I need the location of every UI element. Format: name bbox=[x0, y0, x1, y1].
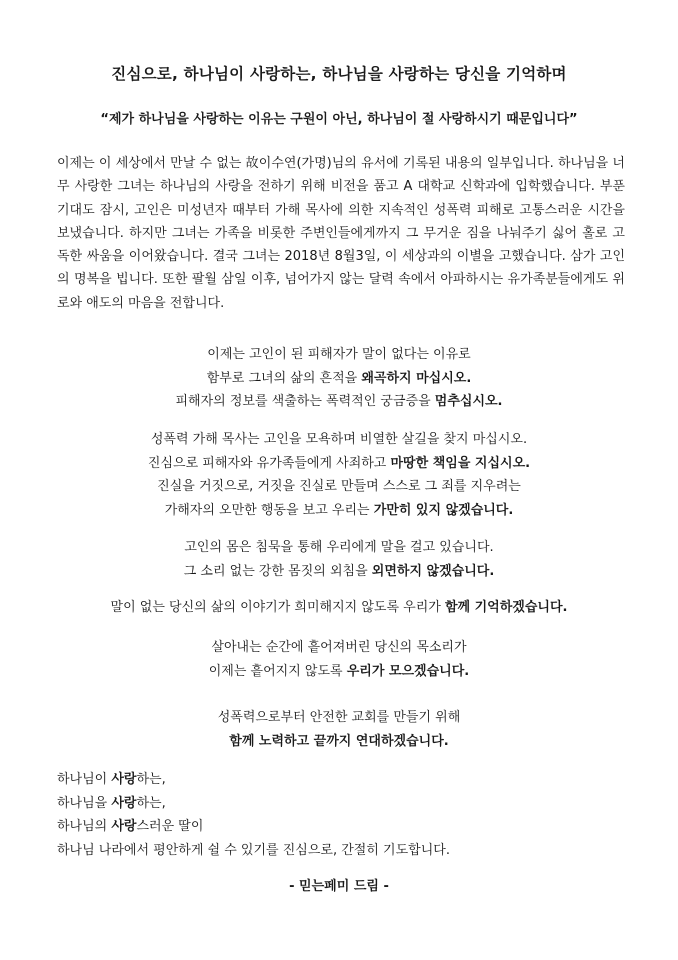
statement-block-remember bbox=[0, 596, 678, 620]
prayer-paragraph bbox=[57, 768, 625, 862]
prayer-emphasis: 사랑 bbox=[111, 772, 137, 787]
statement-block-voice bbox=[0, 636, 678, 683]
statement-line bbox=[0, 390, 678, 414]
statement-emphasis: 멈추십시오. bbox=[434, 394, 503, 409]
statement-emphasis: 함께 노력하고 끝까지 연대하겠습니다. bbox=[229, 733, 449, 749]
prayer-text: 하나님의 bbox=[57, 819, 112, 834]
statement-block-silence bbox=[0, 536, 678, 583]
prayer-text: 하는, bbox=[136, 772, 166, 787]
statement-text: 그 소리 없는 강한 몸짓의 외침을 bbox=[183, 563, 372, 579]
statement-emphasis: 가만히 있지 않겠습니다. bbox=[373, 502, 514, 518]
statement-emphasis: 외면하지 않겠습니다. bbox=[371, 563, 495, 579]
statement-text: 피해자의 정보를 색출하는 폭력적인 궁금증을 bbox=[175, 394, 435, 409]
prayer-emphasis: 사랑 bbox=[111, 819, 137, 834]
statement-line bbox=[0, 560, 678, 584]
statement-text: 이제는 흩어지지 않도록 bbox=[208, 663, 347, 679]
statement-text: 진심으로 피해자와 유가족들에게 사죄하고 bbox=[147, 455, 391, 471]
statement-text: 말이 없는 당신의 삶의 이야기가 희미해지지 않도록 우리가 bbox=[110, 600, 445, 615]
statement-line bbox=[0, 596, 678, 620]
statement-line: 성폭력 가해 목사는 고인을 모욕하며 비열한 살길을 찾지 마십시오. bbox=[150, 432, 528, 447]
statement-text: 함부로 그녀의 삶의 흔적을 bbox=[206, 370, 362, 386]
prayer-line: 하나님 나라에서 평안하게 쉴 수 있기를 진심으로, 간절히 기도합니다. bbox=[57, 842, 450, 858]
statement-line: 진실을 거짓으로, 거짓을 진실로 만들며 스스로 그 죄를 지우려는 bbox=[157, 479, 521, 494]
prayer-line bbox=[57, 815, 625, 839]
prayer-text: 스러운 딸이 bbox=[136, 819, 204, 834]
statement-block-perpetrator bbox=[0, 428, 678, 522]
statement-emphasis: 왜곡하지 마십시오. bbox=[361, 370, 472, 386]
statement-emphasis: 우리가 모으겠습니다. bbox=[346, 663, 470, 679]
prayer-emphasis: 사랑 bbox=[111, 795, 137, 811]
prayer-text: 하나님이 bbox=[57, 772, 112, 787]
statement-line: 고인의 몸은 침묵을 통해 우리에게 말을 걸고 있습니다. bbox=[184, 540, 494, 555]
prayer-text: 하나님을 bbox=[57, 795, 112, 811]
quote-subtitle: “제가 하나님을 사랑하는 이유는 구원이 아닌, 하나님이 절 사랑하시기 때문입니다” bbox=[100, 112, 578, 127]
statement-line bbox=[0, 367, 678, 391]
statement-line: 살아내는 순간에 흩어져버린 당신의 목소리가 bbox=[211, 640, 467, 655]
statement-text: 가해자의 오만한 행동을 보고 우리는 bbox=[164, 502, 374, 518]
statement-block-distortion bbox=[0, 343, 678, 414]
prayer-line bbox=[57, 768, 625, 792]
statement-line: 이제는 고인이 된 피해자가 말이 없다는 이유로 bbox=[207, 347, 471, 362]
signature: - 믿는페미 드림 - bbox=[289, 879, 389, 894]
statement-line: 성폭력으로부터 안전한 교회를 만들기 위해 bbox=[217, 710, 461, 725]
prayer-text: 하는, bbox=[136, 795, 166, 811]
statement-line bbox=[0, 660, 678, 684]
statement-line bbox=[0, 499, 678, 523]
statement-line bbox=[0, 452, 678, 476]
statement-emphasis: 마땅한 책임을 지십시오. bbox=[390, 455, 531, 471]
intro-paragraph: 이제는 이 세상에서 만날 수 없는 故이수연(가명)님의 유서에 기록된 내용의 일부입니다. 하나님을 너무 사랑한 그녀는 하나님의 사랑을 전하기 위해 비전을 품고 A 대학교 신학과에 입학했습니다. 부푼 기대도 잠시, 고인은 미성년자 때부터 가해 목사에 의한 지속적인 성폭력 피해로 고통스러운 시간을 보냈습니다. 하지만 그녀는 가족을 비롯한 주변인들에게까지 그 무거운 짐을 나눠주기 싫어 홀로 고독한 싸움을 이어왔습니다. 결국 그녀는 2018년 8월3일, 이 세상과의 이별을 고했습니다. 삼가 고인의 명복을 빕니다. 또한 팔월 삼일 이후, 넘어가지 않는 달력 속에서 아파하시는 유가족분들에게도 위로와 애도의 마음을 전합니다. bbox=[57, 156, 625, 311]
prayer-line bbox=[57, 792, 625, 816]
statement-block-solidarity bbox=[0, 706, 678, 753]
document-title: 진심으로, 하나님이 사랑하는, 하나님을 사랑하는 당신을 기억하며 bbox=[111, 65, 567, 83]
statement-emphasis: 함께 기억하겠습니다. bbox=[444, 600, 568, 615]
